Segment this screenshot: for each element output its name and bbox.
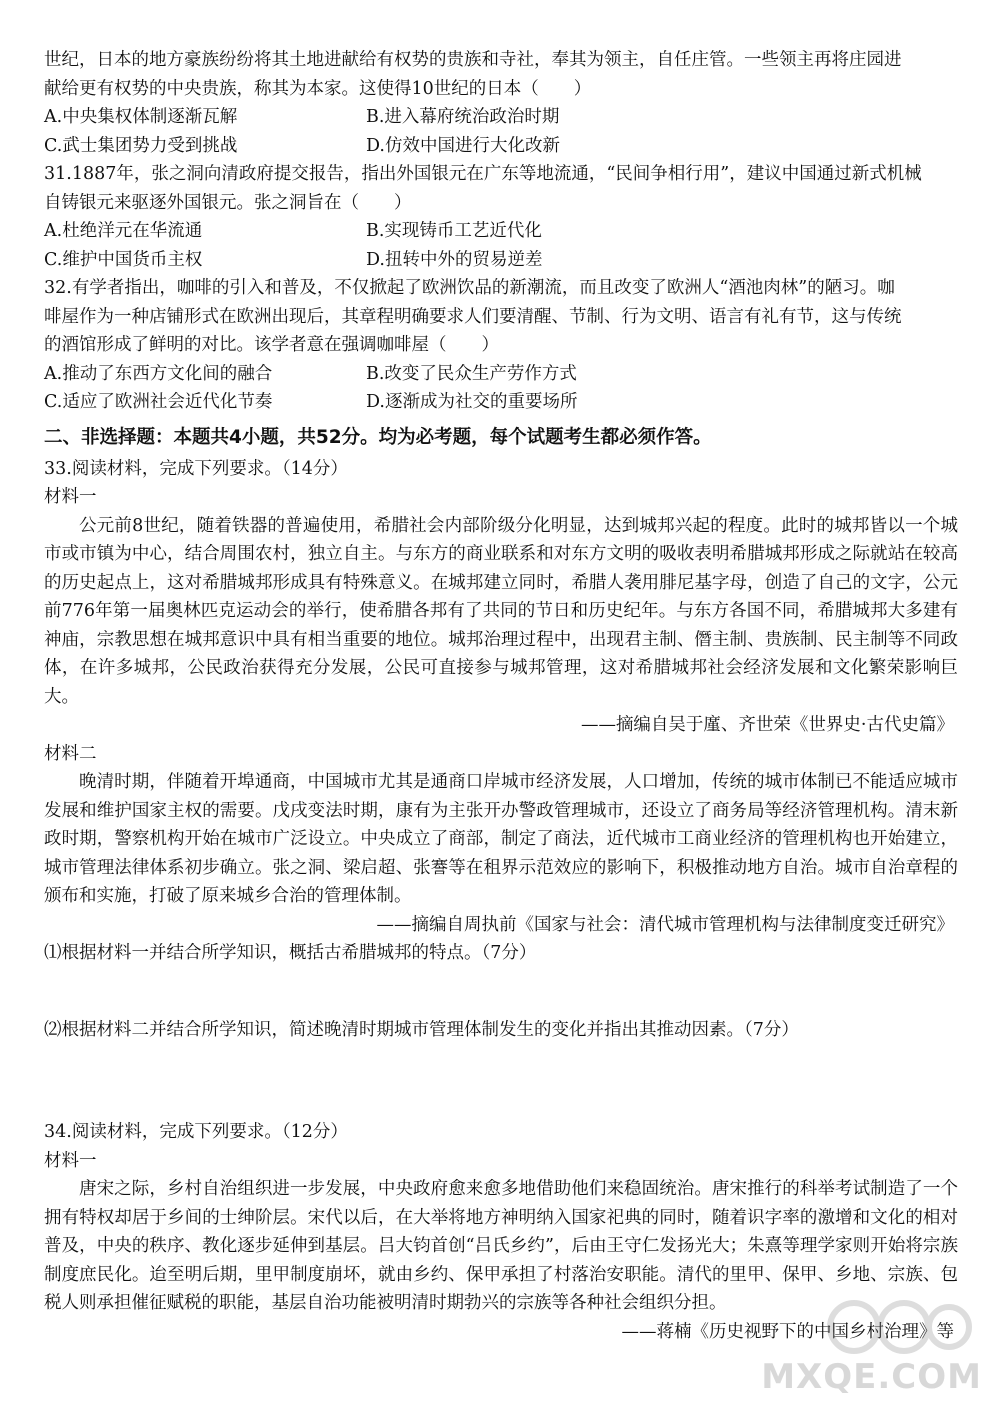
q31-option-d: D.扭转中外的贸易逆差 [366, 249, 543, 270]
q30-options-row-2 [44, 132, 958, 161]
q34-material-1-text: 唐宋之际，乡村自治组织进一步发展，中央政府愈来愈多地借助他们来稳固统治。唐宋推行的科举考试制造了一个拥有特权却居于乡间的士绅阶层。宋代以后，在大举将地方神明纳入国家祀典的同时，随着识字率的激增和文化的相对普及，中央的秩序、教化逐步延伸到基层。吕大钧首创“吕氏乡约”，后由王守仁发扬光大；朱熹等理学家则开始将宗族制度庶民化。迨至明后期，里甲制度崩坏，就由乡约、保甲承担了村落治安职能。清代的里甲、保甲、乡地、宗族、包税人则承担催征赋税的职能，基层自治功能被明清时期勃兴的宗族等各种社会组织分担。 [44, 1179, 958, 1313]
q30-stem-line-2: 献给更有权势的中央贵族，称其为本家。这使得10世纪的日本（ ） [44, 78, 592, 99]
site-watermark [752, 1297, 982, 1397]
q31-stem-line-1: 31.1887年，张之洞向清政府提交报告，指出外国银元在广东等地流通，“民间争相行用”，建议中国通过新式机械 [44, 164, 922, 184]
q31-stem-line-2: 自铸银元来驱逐外国银元。张之洞旨在（ ） [44, 192, 412, 213]
q32-option-c: C.适应了欧洲社会近代化节奏 [44, 392, 273, 412]
q30-option-b: B.进入幕府统治政治时期 [366, 107, 560, 127]
q33-material-2-label: 材料二 [44, 743, 97, 764]
q31-option-b: B.实现铸币工艺近代化 [366, 221, 542, 241]
q32-options-row-1 [44, 360, 958, 389]
q31-options-row-1 [44, 217, 958, 246]
q33-sub-question-2: ⑵根据材料二并结合所学知识，简述晚清时期城市管理体制发生的变化并指出其推动因素。（7分） [44, 1019, 799, 1040]
q33-material-1-source: ——摘编自吴于廑、齐世荣《世界史·古代史篇》 [580, 715, 954, 735]
q30-option-c: C.武士集团势力受到挑战 [44, 135, 238, 156]
q33-material-2-text: 晚清时期，伴随着开埠通商，中国城市尤其是通商口岸城市经济发展，人口增加，传统的城市体制已不能适应城市发展和维护国家主权的需要。戊戌变法时期，康有为主张开办警政管理城市，还设立了商务局等经济管理机构。清末新政时期，警察机构开始在城市广泛设立。中央成立了商部，制定了商法，近代城市工商业经济的管理机构也开始建立，城市管理法律体系初步确立。张之洞、梁启超、张謇等在租界示范效应的影响下，积极推动地方自治。城市自治章程的颁布和实施，打破了原来城乡合治的管理体制。 [44, 772, 958, 906]
q32-option-a: A.推动了东西方文化间的融合 [44, 363, 273, 384]
q31-option-c: C.维护中国货币主权 [44, 249, 203, 270]
section-2-title: 二、非选择题：本题共4小题，共52分。均为必考题，每个试题考生都必须作答。 [44, 426, 712, 448]
q30-options-row-1 [44, 103, 958, 132]
q33-material-2-source: ——摘编自周执前《国家与社会：清代城市管理机构与法律制度变迁研究》 [376, 914, 954, 935]
watermark-logo-icon [824, 1297, 974, 1357]
q31-options-row-2 [44, 246, 958, 275]
q33-material-1-label: 材料一 [44, 487, 97, 507]
q32-option-b: B.改变了民众生产劳作方式 [366, 363, 577, 384]
q31-option-a: A.杜绝洋元在华流通 [44, 221, 203, 241]
q32-option-d: D.逐渐成为社交的重要场所 [366, 392, 578, 412]
q30-option-d: D.仿效中国进行大化改新 [366, 135, 560, 156]
q34-material-1-label: 材料一 [44, 1150, 97, 1171]
q33-material-1-text: 公元前8世纪，随着铁器的普遍使用，希腊社会内部阶级分化明显，达到城邦兴起的程度。此时的城邦皆以一个城市或市镇为中心，结合周围农村，独立自主。与东方的商业联系和对东方文明的吸收表明希腊城邦形成之际就站在较高的历史起点上，这对希腊城邦形成具有特殊意义。在城邦建立同时，希腊人袭用腓尼基字母，创造了自己的文字，公元前776年第一届奥林匹克运动会的举行，使希腊各邦有了共同的节日和历史纪年。与东方各国不同，希腊城邦大多建有神庙，宗教思想在城邦意识中具有相当重要的地位。城邦治理过程中，出现君主制、僭主制、贵族制、民主制等不同政体，在许多城邦，公民政治获得充分发展，公民可直接参与城邦管理，这对希腊城邦社会经济发展和文化繁荣影响巨大。 [44, 515, 958, 707]
exam-page [44, 46, 958, 1346]
q33-sub-question-1: ⑴根据材料一并结合所学知识，概括古希腊城邦的特点。（7分） [44, 943, 537, 963]
q32-options-row-2 [44, 388, 958, 417]
q34-material-1-source: ——蒋楠《历史视野下的中国乡村治理》等 [621, 1321, 954, 1342]
q32-stem-line-2: 啡屋作为一种店铺形式在欧洲出现后，其章程明确要求人们要清醒、节制、行为文明、语言有礼有节，这与传统 [44, 306, 902, 327]
q32-stem-line-1: 32.有学者指出，咖啡的引入和普及，不仅掀起了欧洲饮品的新潮流，而且改变了欧洲人“酒池肉林”的陋习。咖 [44, 278, 895, 298]
q30-stem-line-1: 世纪，日本的地方豪族纷纷将其土地进献给有权势的贵族和寺社，奉其为领主，自任庄管。一些领主再将庄园进 [44, 50, 902, 70]
watermark-text: MXQE.COM [761, 1357, 982, 1397]
answer-space-2 [44, 1044, 958, 1118]
q32-stem-line-3: 的酒馆形成了鲜明的对比。该学者意在强调咖啡屋（ ） [44, 335, 499, 355]
q34-header: 34.阅读材料，完成下列要求。（12分） [44, 1122, 348, 1142]
q30-option-a: A.中央集权体制逐渐瓦解 [44, 107, 238, 127]
answer-space-1 [44, 968, 958, 1016]
q33-header: 33.阅读材料，完成下列要求。（14分） [44, 458, 348, 479]
